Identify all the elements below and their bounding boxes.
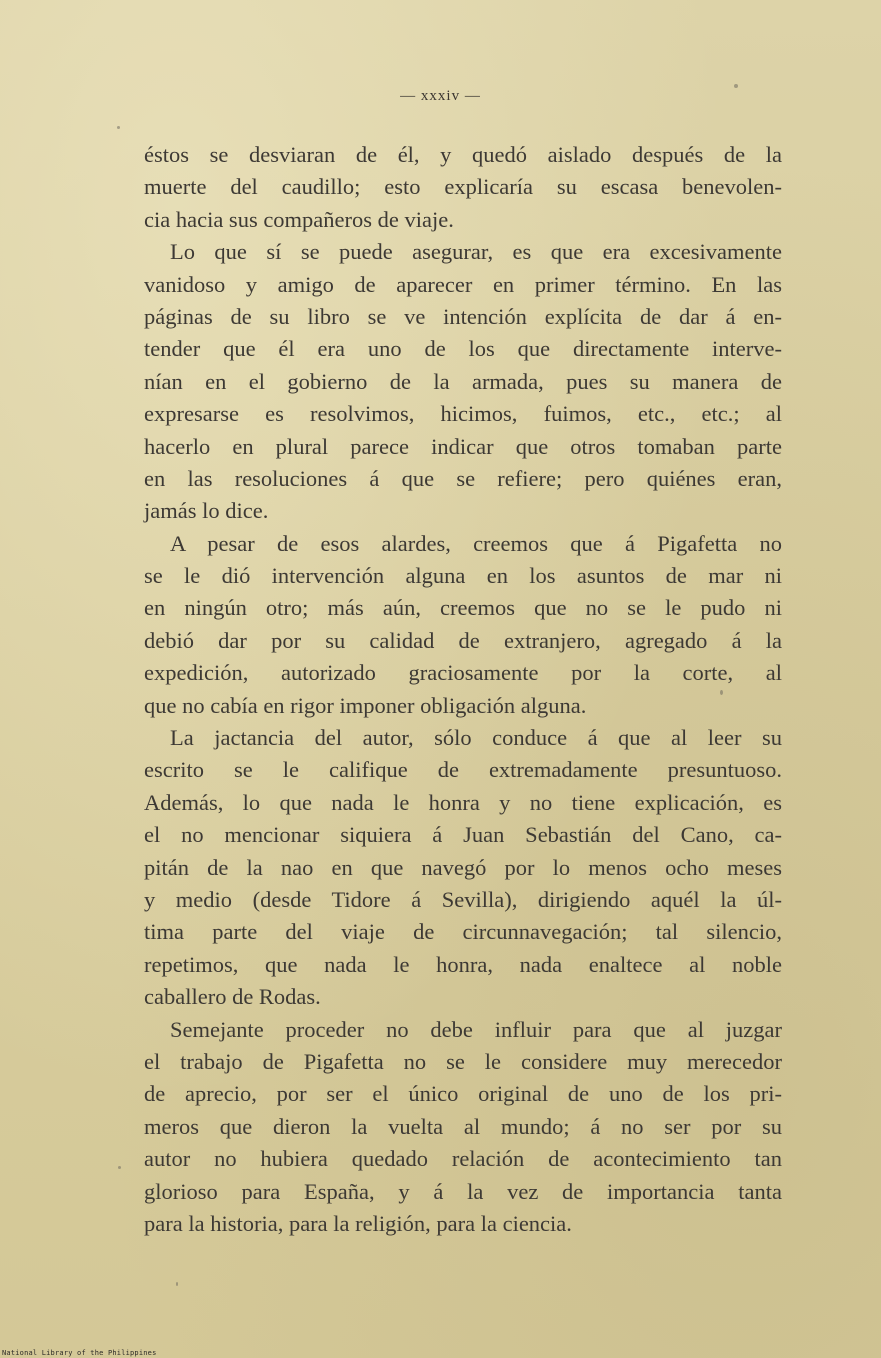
text-line: muerte del caudillo; esto explicaría su escasa benevolen- [144, 174, 782, 200]
text-line: que no cabía en rigor imponer obligación alguna. [144, 692, 587, 718]
text-line: repetimos, que nada le honra, nada enaltece al noble [144, 951, 782, 977]
text-line: hacerlo en plural parece indicar que otros tomaban parte [144, 433, 782, 459]
text-line: expresarse es resolvimos, hicimos, fuimos, etc., etc.; al [144, 401, 782, 427]
text-line: se le dió intervención alguna en los asuntos de mar ni [144, 563, 782, 589]
text-line: páginas de su libro se ve intención explícita de dar á en- [144, 303, 782, 329]
text-line: escrito se le califique de extremadamente presuntuoso. [144, 757, 782, 783]
paper-speck [117, 126, 120, 129]
text-line: Además, lo que nada le honra y no tiene explicación, es [144, 789, 782, 815]
text-line: tima parte del viaje de circunnavegación; tal silencio, [144, 919, 782, 945]
text-line: meros que dieron la vuelta al mundo; á no ser por su [144, 1113, 782, 1139]
paper-speck [720, 690, 723, 695]
text-line: de aprecio, por ser el único original de uno de los pri- [144, 1081, 782, 1107]
text-line: en ningún otro; más aún, creemos que no se le pudo ni [144, 595, 782, 621]
text-line: tender que él era uno de los que directamente interve- [144, 336, 782, 362]
library-credit: National Library of the Philippines [2, 1349, 157, 1357]
text-line: el no mencionar siquiera á Juan Sebastián del Cano, ca- [144, 822, 782, 848]
paper-speck [176, 1282, 178, 1286]
text-line: La jactancia del autor, sólo conduce á que al leer su [170, 725, 782, 751]
text-line: cia hacia sus compañeros de viaje. [144, 206, 454, 232]
paper-speck [734, 84, 738, 88]
text-line: caballero de Rodas. [144, 984, 321, 1010]
text-line: el trabajo de Pigafetta no se le considere muy merecedor [144, 1048, 782, 1074]
text-line: Semejante proceder no debe influir para que al juzgar [170, 1016, 782, 1042]
text-line: y medio (desde Tidore á Sevilla), dirigiendo aquél la úl- [144, 886, 782, 912]
text-line: glorioso para España, y á la vez de importancia tanta [144, 1178, 782, 1204]
text-line: vanidoso y amigo de aparecer en primer término. En las [144, 271, 782, 297]
text-line: nían en el gobierno de la armada, pues su manera de [144, 368, 782, 394]
text-line: éstos se desviaran de él, y quedó aislado después de la [144, 142, 782, 167]
text-line: expedición, autorizado graciosamente por la corte, al [144, 660, 782, 686]
paper-speck [118, 1166, 121, 1169]
page-number-header: — xxxiv — [400, 88, 481, 104]
text-line: jamás lo dice. [144, 498, 269, 524]
body-text [144, 139, 782, 1240]
text-line: en las resoluciones á que se refiere; pero quiénes eran, [144, 465, 782, 491]
text-line: A pesar de esos alardes, creemos que á Pigafetta no [170, 530, 782, 556]
text-line: debió dar por su calidad de extranjero, agregado á la [144, 627, 782, 653]
text-line: para la historia, para la religión, para la ciencia. [144, 1210, 572, 1236]
text-line: pitán de la nao en que navegó por lo menos ocho meses [144, 854, 782, 880]
text-line: Lo que sí se puede asegurar, es que era excesivamente [170, 239, 782, 265]
text-line: autor no hubiera quedado relación de acontecimiento tan [144, 1146, 782, 1172]
